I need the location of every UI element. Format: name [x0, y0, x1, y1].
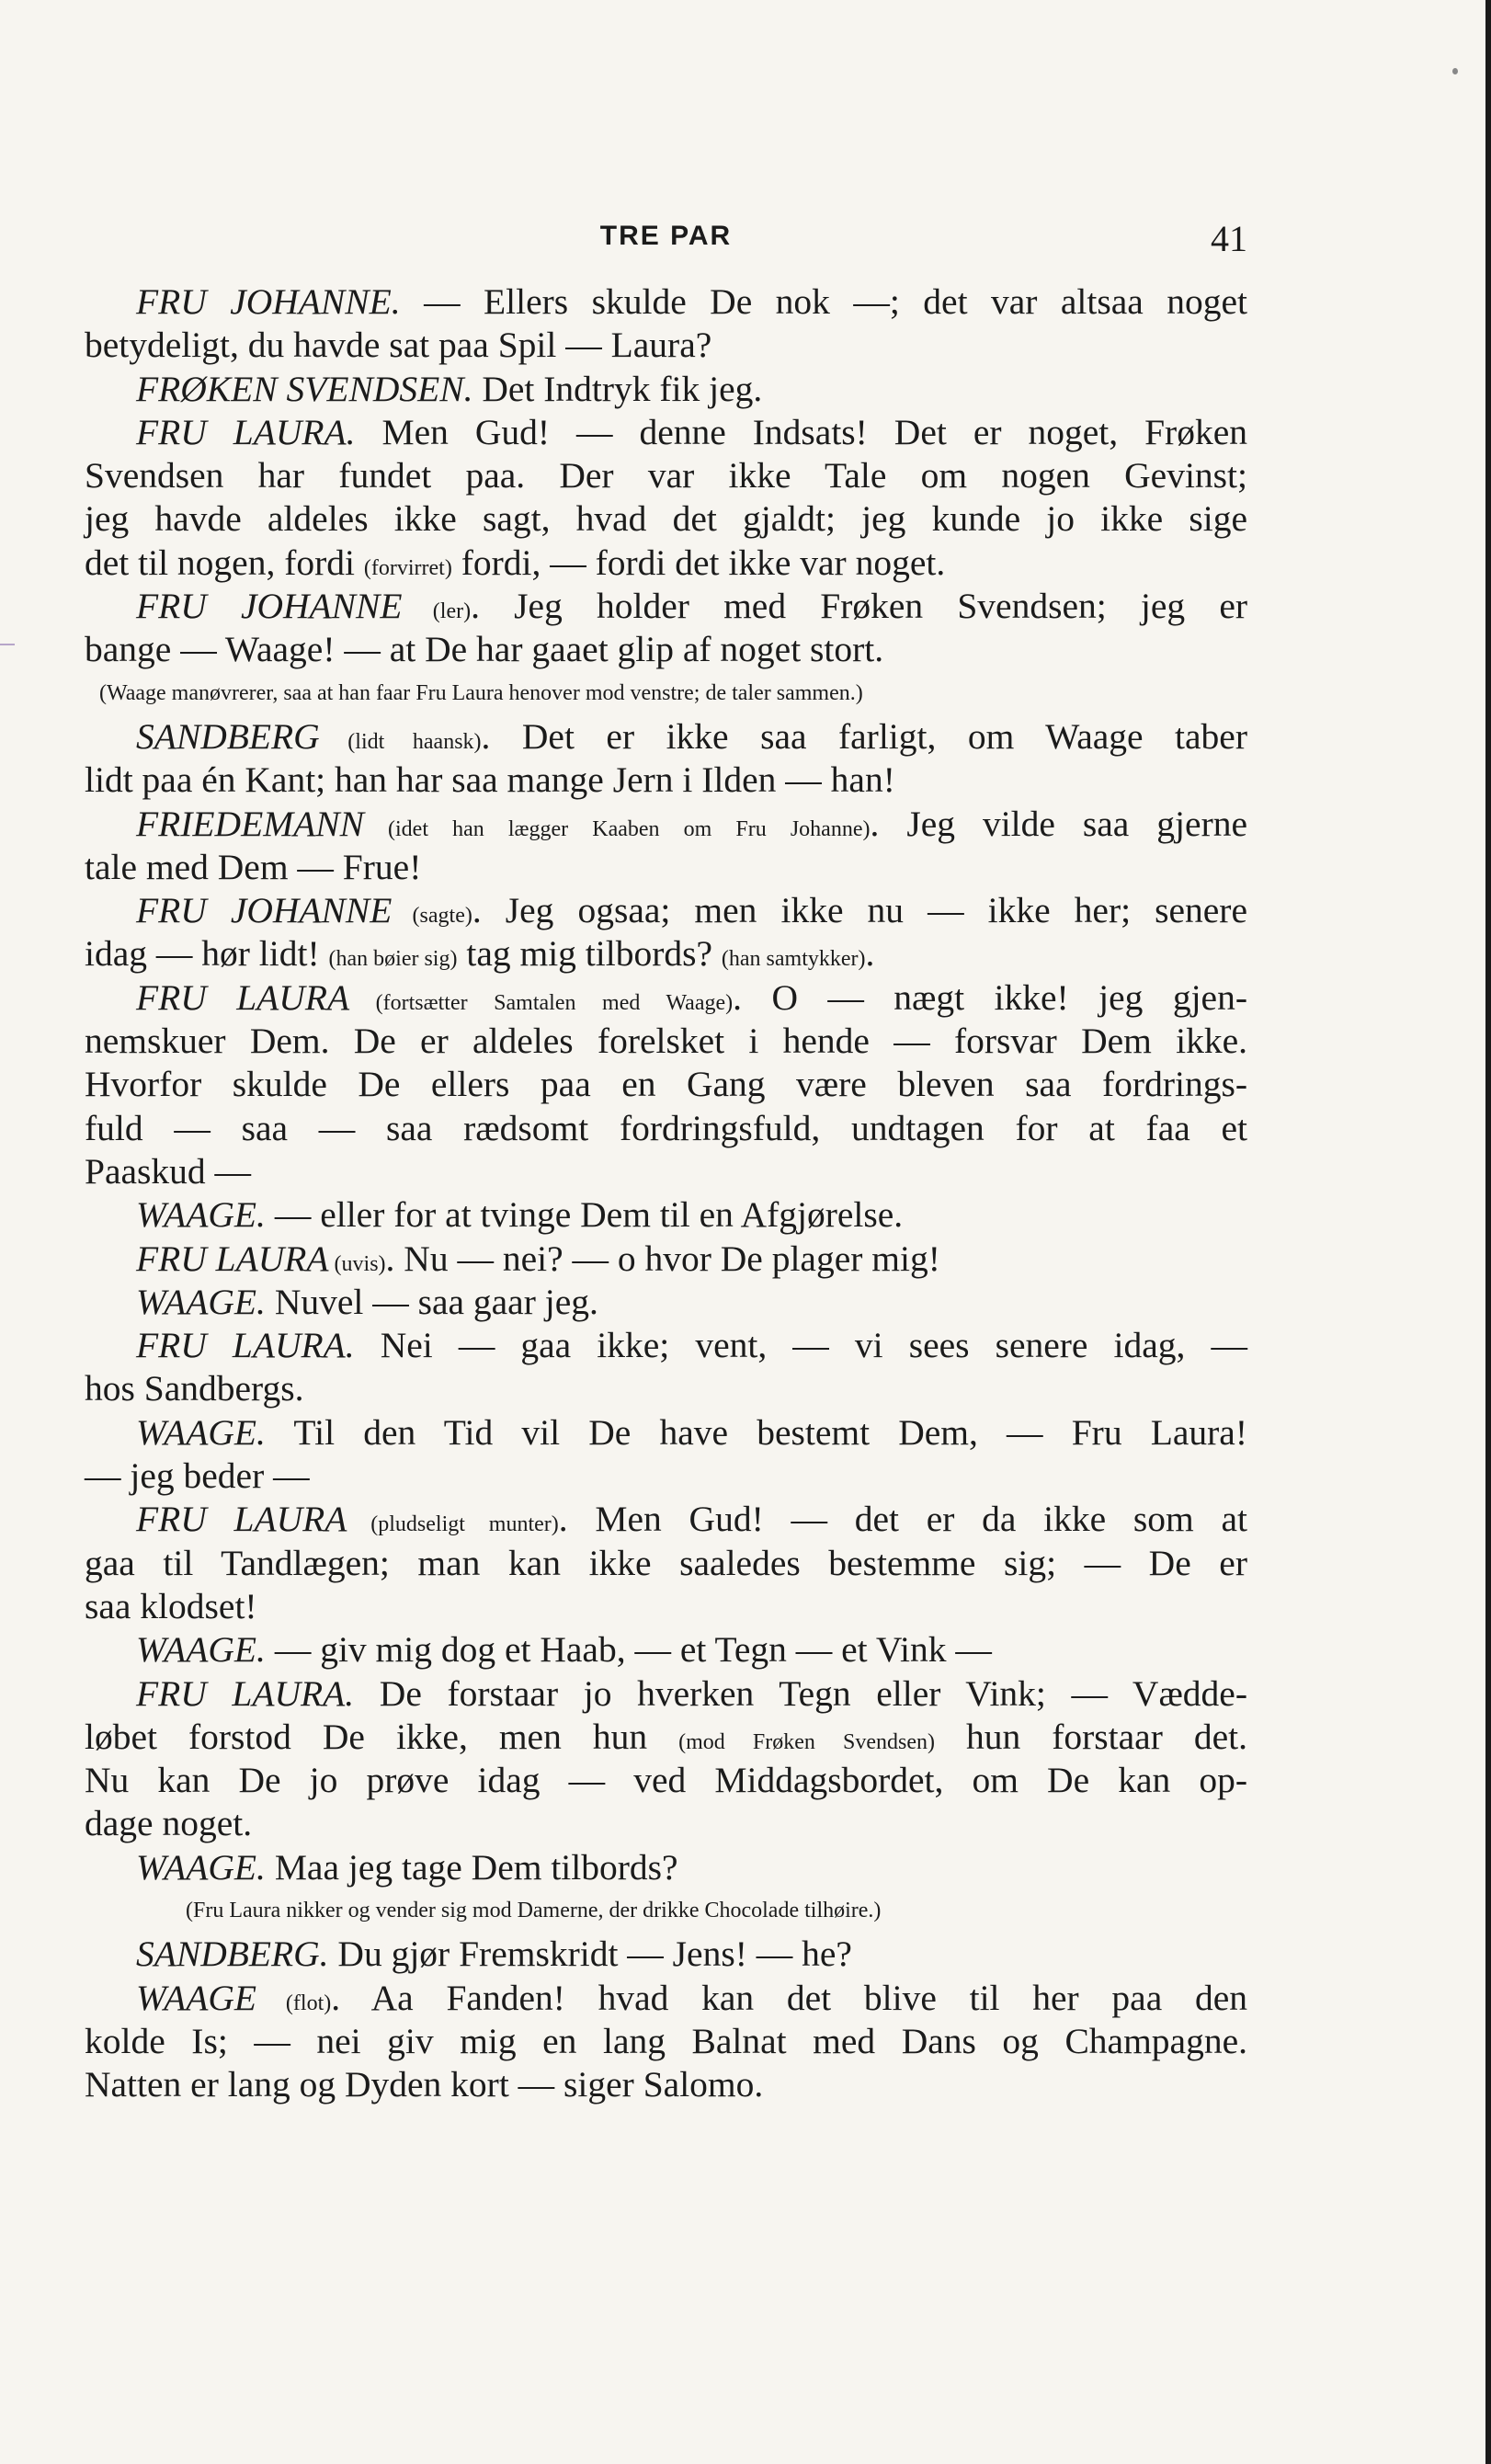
dialogue-text: — Ellers skulde De nok —; det var altsaa noget [400, 281, 1247, 322]
text-line [85, 1977, 1247, 2020]
dialogue-text: . Jeg holder med Frøken Svendsen; jeg er [471, 586, 1248, 627]
text-line [85, 1628, 1247, 1671]
inline-stage-direction: (uvis) [328, 1251, 386, 1276]
text-line [85, 1107, 1247, 1150]
text-line [85, 1324, 1247, 1367]
text-line [85, 324, 1247, 367]
text-line [85, 1542, 1247, 1585]
speaker-name: FRU LAURA [136, 1238, 329, 1279]
text-line [85, 1585, 1247, 1628]
speaker-name: FRU LAURA [136, 1499, 347, 1540]
text-line [85, 1367, 1247, 1410]
speaker-name: FRU LAURA. [136, 1672, 355, 1714]
dialogue-text: — eller for at tvinge Dem til en Afgjørelse. [265, 1194, 904, 1236]
speaker-name: SANDBERG [136, 715, 320, 757]
dialogue-text: Nei — gaa ikke; vent, — vi sees senere idag, — [354, 1325, 1247, 1366]
inline-stage-direction: (han samtykker) [721, 947, 866, 972]
dialogue-text: fuld — saa — saa rædsomt fordringsfuld, undtagen for at faa et [85, 1107, 1247, 1148]
dialogue-text: Du gjør Fremskridt — Jens! — he? [328, 1934, 852, 1975]
inline-stage-direction: (forvirret) [363, 555, 452, 580]
dialogue-text: De forstaar jo hverken Tegn eller Vink; — Vædde- [354, 1672, 1247, 1714]
inline-stage-direction: (flot) [256, 1991, 332, 2015]
speaker-name: WAAGE. [136, 1194, 266, 1236]
dialogue-text: . Nu — nei? — o hvor De plager mig! [385, 1238, 940, 1279]
dialogue-text: hun forstaar det. [934, 1716, 1247, 1757]
dialogue-text: lidt paa én Kant; han har saa mange Jern i Ilden — han! [85, 759, 895, 801]
speaker-name: FRØKEN SVENDSEN. [136, 368, 473, 409]
text-line [85, 1020, 1247, 1063]
speaker-name: WAAGE. [136, 1281, 266, 1322]
text-line [85, 1672, 1247, 1716]
dialogue-text: Det Indtryk fik jeg. [472, 368, 763, 409]
page-number: 41 [1211, 218, 1247, 259]
text-line [85, 1716, 1247, 1759]
dialogue-text: Men Gud! — denne Indsats! Det er noget, Frøken [355, 411, 1247, 452]
text-line [85, 1933, 1247, 1976]
text-line [85, 1411, 1247, 1454]
dialogue-text: Nu kan De jo prøve idag — ved Middagsbordet, om De kan op- [85, 1760, 1247, 1801]
inline-stage-direction: (ler) [402, 599, 472, 624]
dialogue-text: Paaskud — [85, 1150, 252, 1192]
dialogue-text: Maa jeg tage Dem tilbords? [265, 1846, 678, 1888]
inline-stage-direction: (lidt haansk) [319, 729, 482, 754]
text-line [85, 1281, 1247, 1324]
dialogue-text: saa klodset! [85, 1585, 257, 1626]
dialogue-text: . Jeg vilde saa gjerne [870, 803, 1248, 844]
dialogue-text: . Jeg ogsaa; men ikke nu — ikke her; senere [472, 890, 1247, 931]
text-line [85, 976, 1247, 1020]
inline-stage-direction: (han bøier sig) [328, 947, 458, 972]
dialogue-text: Svendsen har fundet paa. Der var ikke Tale om nogen Gevinst; [85, 455, 1247, 496]
text-line [85, 1063, 1247, 1106]
dialogue-text: tale med Dem — Frue! [85, 846, 422, 887]
text-line [85, 932, 1247, 975]
text-line [85, 542, 1247, 585]
dialogue-text: . Det er ikke saa farligt, om Waage taber [481, 715, 1247, 757]
dialogue-text: betydeligt, du havde sat paa Spil — Laura? [85, 325, 712, 366]
dialogue-text: Til den Tid vil De have bestemt Dem, — Fru Laura! [265, 1411, 1247, 1453]
inline-stage-direction: (pludseligt munter) [347, 1512, 559, 1537]
text-line [85, 454, 1247, 497]
text-line [85, 1802, 1247, 1845]
speaker-name: FRU JOHANNE [136, 890, 393, 931]
dialogue-text: det til nogen, fordi [85, 542, 364, 583]
dialogue-text: idag — hør lidt! [85, 933, 329, 975]
dialogue-text: dage noget. [85, 1803, 253, 1844]
speaker-name: WAAGE. [136, 1629, 266, 1671]
text-line [85, 1454, 1247, 1498]
dialogue-text: bange — Waage! — at De har gaaet glip af noget stort. [85, 629, 884, 670]
text-line [85, 1759, 1247, 1802]
dialogue-text: kolde Is; — nei giv mig en lang Balnat med Dans og Champagne. [85, 2020, 1247, 2061]
paper-speck [1452, 68, 1458, 74]
dialogue-text: gaa til Tandlægen; man kan ikke saaledes bestemme sig; — De er [85, 1542, 1247, 1583]
dialogue-text: løbet forstod De ikke, men hun [85, 1716, 679, 1757]
inline-stage-direction: (fortsætter Samtalen med Waage) [349, 990, 734, 1015]
speaker-name: FRIEDEMANN [136, 803, 364, 844]
text-line [85, 715, 1247, 759]
speaker-name: WAAGE. [136, 1411, 266, 1453]
text-line [85, 889, 1247, 932]
text-line [85, 759, 1247, 802]
dialogue-text: — giv mig dog et Haab, — et Tegn — et Vink — [265, 1629, 992, 1671]
dialogue-text: . O — nægt ikke! jeg gjen- [733, 976, 1247, 1018]
inline-stage-direction: (idet han lægger Kaaben om Fru Johanne) [363, 816, 871, 841]
dialogue-text: Natten er lang og Dyden kort — siger Salomo. [85, 2064, 764, 2105]
speaker-name: FRU JOHANNE. [136, 281, 401, 322]
stage-direction-line: (Waage manøvrerer, saa at han faar Fru Laura henover mod venstre; de taler sammen.) [99, 680, 863, 705]
text-line [85, 1846, 1247, 1889]
text-line [85, 497, 1247, 541]
speaker-name: FRU LAURA [136, 976, 350, 1018]
text-line [85, 1150, 1247, 1193]
dialogue-text: . Aa Fanden! hvad kan det blive til her paa den [331, 1977, 1247, 2018]
text-line [85, 368, 1247, 411]
text-line [85, 1238, 1247, 1281]
text-line [85, 846, 1247, 889]
text-line [85, 280, 1247, 324]
inline-stage-direction: (sagte) [392, 904, 472, 929]
text-line [85, 1193, 1247, 1237]
stage-direction-line: (Fru Laura nikker og vender sig mod Damerne, der drikke Chocolade tilhøire.) [186, 1898, 882, 1922]
dialogue-text: jeg havde aldeles ikke sagt, hvad det gjaldt; jeg kunde jo ikke sige [85, 498, 1247, 540]
speaker-name: FRU JOHANNE [136, 586, 403, 627]
speaker-name: WAAGE. [136, 1846, 266, 1888]
dialogue-text: tag mig tilbords? [457, 933, 722, 975]
dialogue-text: nemskuer Dem. De er aldeles forelsket i hende — forsvar Dem ikke. [85, 1021, 1247, 1062]
text-line [85, 585, 1247, 628]
inline-stage-direction: (mod Frøken Svendsen) [678, 1729, 935, 1754]
dialogue-text: . [865, 933, 875, 975]
speaker-name: FRU LAURA. [136, 1325, 355, 1366]
play-text [85, 280, 1247, 2106]
running-head: TRE PAR [599, 221, 733, 251]
dialogue-text: Nuvel — saa gaar jeg. [265, 1281, 598, 1322]
dialogue-text: Hvorfor skulde De ellers paa en Gang være bleven saa fordrings- [85, 1064, 1247, 1105]
text-line [85, 1498, 1247, 1541]
text-line [85, 411, 1247, 454]
margin-mark [0, 644, 15, 645]
text-line [85, 803, 1247, 846]
speaker-name: FRU LAURA. [136, 411, 356, 452]
text-line [85, 2063, 1247, 2106]
dialogue-text: . Men Gud! — det er da ikke som at [558, 1499, 1247, 1540]
dialogue-text: fordi, — fordi det ikke var noget. [451, 542, 946, 583]
text-line [85, 628, 1247, 671]
dialogue-text: — jeg beder — [85, 1455, 310, 1497]
speaker-name: WAAGE [136, 1977, 257, 2018]
speaker-name: SANDBERG. [136, 1934, 329, 1975]
text-line [85, 2020, 1247, 2063]
dialogue-text: hos Sandbergs. [85, 1368, 304, 1409]
page-header [85, 218, 1247, 267]
